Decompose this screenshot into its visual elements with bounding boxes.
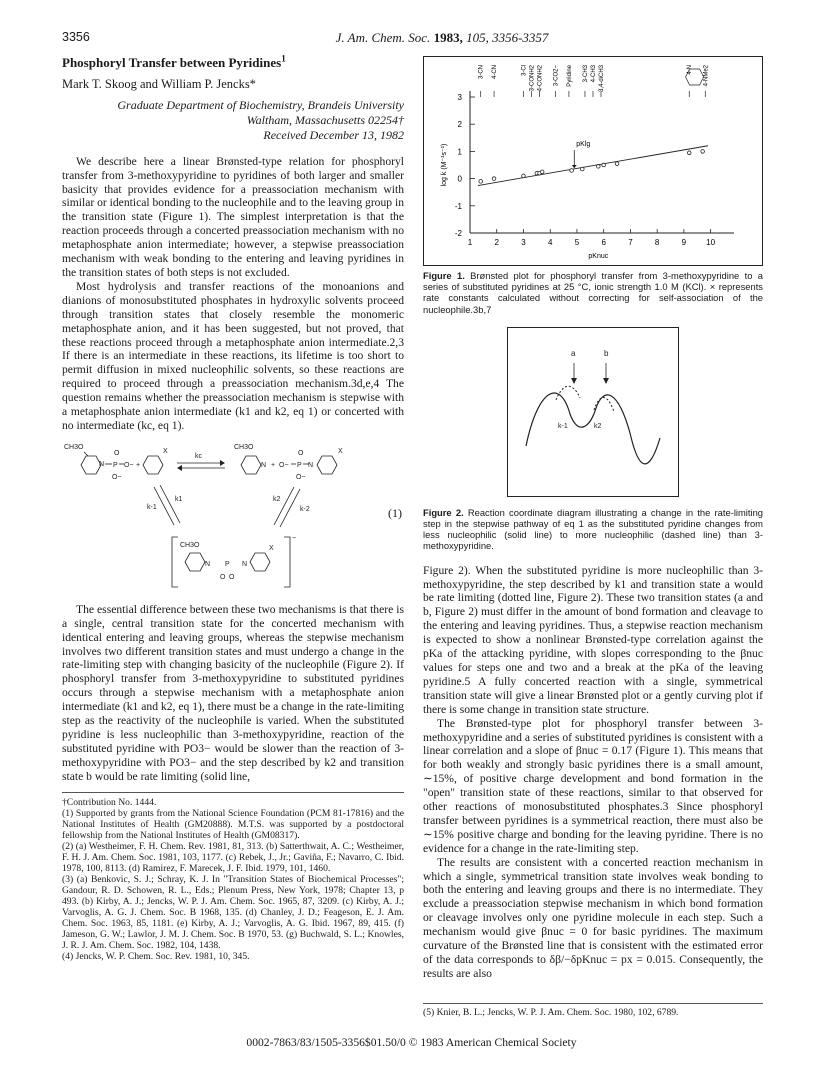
figure-2 — [507, 327, 679, 497]
k1-label: k1 — [175, 495, 183, 503]
y-tick-label: 0 — [457, 174, 462, 184]
o-minus-label: O− — [296, 473, 306, 481]
data-point — [701, 150, 705, 154]
substituent-label: 4-CH3 — [590, 65, 597, 83]
pyridine-ring — [686, 69, 704, 85]
o-label: O — [229, 573, 235, 581]
k-1-label: k-1 — [147, 503, 157, 511]
data-point — [540, 170, 544, 174]
substituent-label: Pyridine — [566, 65, 573, 87]
o-label: O — [220, 573, 226, 581]
substituent-label: 3-Cl — [521, 65, 528, 77]
bronsted-plot — [424, 57, 762, 265]
data-point — [597, 165, 601, 169]
data-point — [580, 167, 584, 171]
o-minus-label: O− — [279, 461, 289, 469]
substituent-label: 3-CO2− — [553, 65, 560, 87]
o-minus-label: O− — [112, 473, 122, 481]
caption-text: Brønsted plot for phosphoryl transfer from 3-methoxypyridine to a series of substituted pyridines at 25 °C, ionic strength 1.0 M (KCl). × represents rate constants calculated without correcting for self-association of the nucleophile.3b,7 — [423, 270, 763, 315]
footnote: (3) (a) Benkovic, S. J.; Schray, K. J. In "Transition States of Biochemical Processes"; Gandour, R. D. Schowen, R. L., Eds.; Plenum Press, New York, 1978; Chapter 13, p 493. (b) Kirby, A. J.; Jencks, W. P. J. Am. Chem. Soc. 1965, 87, 3209. (c) Kirby, A. J.; Varvoglis, A. G. J. Chem. Soc. B 1968, 135. (d) Chanley, J. D.; Feageson, E. J. Am. Chem. Soc. 1963, 85, 1181. (e) Kirby, A. J.; Varvoglis, A. G. Ibid. 1967, 89, 415. (f) Jameson, G. W.; Lawlor, J. M. J. Chem. Soc. B 1970, 53. (g) Buchwald, S. L.; Knowles, J. R. J. Am. Chem. Soc. 1982, 104, 1438. — [62, 873, 404, 951]
p-label: P — [225, 560, 230, 568]
x-substituent: X — [163, 447, 168, 455]
right-column — [423, 56, 763, 981]
n-plus-label: N — [99, 460, 105, 468]
x-tick-label: 6 — [601, 238, 606, 247]
x-tick-label: 7 — [628, 238, 633, 247]
n-label: N — [205, 560, 211, 568]
kc-label: kc — [195, 452, 202, 460]
x-tick-label: 4 — [547, 238, 553, 247]
ch3o-label: CH3O — [64, 443, 84, 451]
p-label: P — [113, 461, 118, 469]
ch3o-label: CH3O — [180, 541, 200, 549]
x-tick-label: 3 — [521, 238, 526, 247]
caption-label: Figure 1. — [423, 270, 465, 281]
p-label: P — [297, 461, 302, 469]
article-authors: Mark T. Skoog and William P. Jencks* — [62, 76, 256, 91]
label-k2: k2 — [594, 422, 602, 430]
x-tick-label: 5 — [574, 238, 580, 247]
figure-2-wrapper — [507, 327, 679, 497]
x-substituent: X — [269, 544, 274, 552]
data-point — [570, 169, 574, 173]
substituent-label: 3-CH3 — [582, 65, 589, 83]
n-label: N — [242, 560, 248, 568]
reaction-scheme-drawing — [62, 439, 404, 593]
n-label: N — [261, 461, 267, 469]
pyridine-ring — [241, 456, 261, 474]
x-tick-label: 2 — [494, 238, 499, 247]
o-minus-label: O− — [124, 461, 134, 469]
y-axis-label: log k (M⁻¹s⁻¹) — [441, 143, 448, 187]
data-point — [492, 177, 496, 181]
data-point — [615, 162, 619, 166]
paragraph: Figure 2). When the substituted pyridine is more nucleophilic than 3-methoxypyridine, the step described by k1 and transition state a would be rate limiting (dotted line, Figure 2). These two transition states (a and b, Figure 2) must differ in the amount of bond formation and cleavage to the entering and leaving pyridines. Thus, a stepwise reaction mechanism is expected to show a nonlinear Brønsted-type correlation against the pKa of the attacking pyridine, with slopes corresponding to the βnuc values for steps one and two and a break at the pKa of the leaving pyridine.5 A fully concerted reaction with a single, symmetrical transition state will give a linear Brønsted plot or a gently curving plot if there is some change in transition state structure. — [423, 563, 763, 716]
y-tick-label: 1 — [457, 147, 462, 157]
substituent-label: 4-NMe2 — [703, 65, 710, 87]
journal-year: 1983, — [433, 30, 463, 45]
pyridine-ring — [81, 456, 101, 474]
footnote: (2) (a) Westheimer, F. H. Chem. Rev. 1981, 81, 313. (b) Satterthwait, A. C.; Westheimer, F. H. J. Am. Chem. Soc. 1981, 103, 1177. (c) Rebek, J., Jr.; Gaviña, F.; Navarro, C. Ibid. 1978, 100, 8113. (d) Ramirez, F. Marecek, J. F. Ibid. 1979, 101, 1460. — [62, 840, 404, 874]
figure-2-caption — [423, 507, 763, 552]
journal-volume: 105, — [466, 30, 489, 45]
right-bracket — [284, 537, 290, 587]
arrow-head — [177, 465, 182, 471]
page-number: 3356 — [62, 30, 90, 44]
x-tick-label: 1 — [467, 238, 473, 247]
y-tick-label: -1 — [454, 201, 462, 211]
arrow-head — [220, 460, 225, 466]
title-footnote-mark: 1 — [281, 53, 286, 64]
substituent-label: 3-CONH2 — [529, 65, 536, 92]
o-label: O — [114, 449, 120, 457]
y-tick-label: 2 — [457, 120, 462, 130]
left-column — [62, 53, 404, 962]
paragraph: The results are consistent with a concerted reaction mechanism in which a single, symmetrical transition state involves weak bonding to both the entering and leaving groups and there is no intermediate. They exclude a preassociation stepwise mechanism in which bond formation or cleavage involves only one pyridine molecule in each step. Such a mechanism would give βnuc = 0 for basic pyridines. The maximum curvature of the Brønsted line that is consistent with the estimated error of the data corresponds to δβ/−δpKnuc = px = 0.015. Consequently, the results are also — [423, 855, 763, 980]
substituent-label: 3,4-diCH3 — [599, 65, 606, 93]
caption-label: Figure 2. — [423, 506, 464, 518]
article-title: Phosphoryl Transfer between Pyridines$^1$ — [62, 53, 286, 70]
charge-label: − — [292, 534, 297, 542]
figure-1-caption — [423, 270, 763, 315]
data-point — [522, 174, 526, 178]
y-tick-label: -2 — [454, 229, 462, 238]
label-k-1: k-1 — [558, 422, 568, 430]
footnotes — [62, 792, 404, 962]
ch3o-label: CH3O — [234, 443, 254, 451]
reaction-coordinate-diagram — [508, 328, 678, 496]
journal-citation — [62, 30, 822, 46]
data-point — [479, 180, 483, 184]
x-tick-label: 9 — [681, 238, 687, 247]
n-plus-label: N — [308, 461, 314, 469]
pklg-arrow-head — [572, 165, 577, 168]
pyridine-ring — [250, 553, 270, 571]
equation-1-scheme — [62, 439, 404, 593]
substituent-label: 3-CN — [478, 65, 485, 80]
k2-label: k2 — [273, 495, 281, 503]
left-bracket — [172, 537, 178, 587]
pklg-label: pKlg — [576, 140, 591, 148]
x-tick-label: 10 — [706, 238, 716, 247]
arrow-head-b — [603, 378, 609, 384]
substituent-label: 4-CN — [492, 65, 499, 80]
x-substituent: X — [338, 447, 343, 455]
data-point — [687, 151, 691, 155]
journal-pages: 3356-3357 — [492, 30, 549, 45]
right-footnote: (5) Knier, B. L.; Jencks, W. P. J. Am. Chem. Soc. 1980, 102, 6789. — [423, 1003, 763, 1018]
pyridine-ring — [185, 553, 205, 571]
paragraph: The Brønsted-type plot for phosphoryl transfer between 3-methoxypyridine and a series of substituted pyridines is consistent with a linear correlation and a slope of βnuc = 0.17 (Figure 1). This means that for both weakly and strongly basic pyridines there is a small amount, ∼15%, of positive charge development and bond formation in the "open" transition state of these reactions, similar to that observed for other reactions of monosubstituted phosphates.3 Since phosphoryl transfer between pyridines is a symmetrical reaction, there must also be ∼15% positive charge and bonding for the leaving pyridine. There is no evidence for a change in the rate-limiting step. — [423, 716, 763, 855]
paragraph: The essential difference between these two mechanisms is that there is a single, central transition state for the concerted mechanism with identical entering and leaving groups, whereas the stepwise mechanism involves two different transition states and must undergo a change in the rate-limiting step with changing basicity of the nucleophile (Figure 2). If phosphoryl transfer from 3-methoxypyridine to substituted pyridines occurs through a stepwise mechanism with a metaphosphate anion intermediate (k1 and k2, eq 1), there must be a change in the rate-limiting step as the reactivity of the nucleophile is varied. When the substituted pyridine is less nucleophilic than 3-methoxypyridine, reaction of the substituted pyridine with PO3− would be slower than the reaction of 3-methoxypyridine with PO3− and the step described by k2 and transition state b would be rate limiting (solid line, — [62, 602, 404, 783]
footnote: (1) Supported by grants from the National Science Foundation (PCM 81-17816) and the National Institutes of Health (GM20888). M.T.S. was supported by a postdoctoral fellowship from the National Institutes of Health (GM08317). — [62, 807, 404, 841]
solid-curve — [526, 393, 660, 464]
plus-label: + — [136, 461, 141, 469]
label-a: a — [571, 348, 576, 358]
arrow-head-a — [571, 378, 577, 384]
plus-label: + — [271, 461, 276, 469]
substituent-label: 4-CONH2 — [537, 65, 544, 92]
caption-text: Reaction coordinate diagram illustrating a change in the rate-limiting step in the stepwise pathway of eq 1 as the substituted pyridine changes from less nucleophilic (solid line) to more nucleophilic (dashed line) than 3-methoxypyridine. — [423, 506, 763, 552]
affiliation-line-1: Graduate Department of Biochemistry, Brandeis University — [117, 97, 404, 112]
y-tick-label: 3 — [457, 93, 462, 102]
journal-name: J. Am. Chem. Soc. — [335, 30, 431, 45]
figure-1 — [423, 56, 763, 266]
equation-number: (1) — [388, 505, 402, 520]
paragraph: Most hydrolysis and transfer reactions of the monoanions and dianions of monosubstituted phosphates in hydroxylic solvents proceed through transition states that closely resemble the monomeric metaphosphate anion, and it has been suggested, but not proved, that these reactions proceed through a metaphosphate anion intermediate.2,3 If there is an intermediate in these reactions, its lifetime is too short to permit diffusion in mixed nucleophilic solvents, so these reactions are required to proceed through a preassociation mechanism.3d,e,4 The question remains whether the preassociation mechanism is stepwise with a metaphosphate anion intermediate (k1 and k2, eq 1) or concerted with no intermediate (kc, eq 1). — [62, 279, 404, 432]
paragraph: We describe here a linear Brønsted-type relation for phosphoryl transfer from 3-methoxypyridine to pyridines of both larger and smaller basicity that provides evidence for a preassociation mechanism with similar or identical bonding to the nucleophile and to the leaving group in the transition state (Figure 1). The simplest interpretation is that the reaction proceeds through a concerted preassociation mechanism with no metaphosphate anion intermediate; however, a stepwise preassociation mechanism with weak bonding to the entering and leaving pyridines in the transition states of both steps is not excluded. — [62, 154, 404, 279]
dashed-curve — [556, 386, 614, 412]
footnote: †Contribution No. 1444. — [62, 796, 157, 808]
right-body-text — [423, 564, 763, 981]
affiliation-line-2: Waltham, Massachusetts 02254† — [246, 112, 404, 127]
pyridine-ring — [143, 456, 163, 474]
footnote: (4) Jencks, W. P. Chem. Soc. Rev. 1981, 10, 345. — [62, 950, 250, 962]
label-b: b — [604, 348, 609, 358]
bond — [84, 452, 88, 456]
received-date: Received December 13, 1982 — [263, 127, 404, 142]
data-point — [602, 163, 606, 167]
o-label: O — [298, 449, 304, 457]
running-header — [62, 30, 762, 50]
page-footer: 0002-7863/83/1505-3356$01.50/0 © 1983 American Chemical Society — [246, 1036, 577, 1049]
fit-line — [478, 146, 708, 186]
k-2-label: k-2 — [300, 505, 310, 513]
pyridine-ring — [317, 456, 337, 474]
substituent-label: 4-N — [687, 65, 694, 75]
x-axis-label: pKnuc — [588, 253, 609, 260]
x-tick-label: 8 — [654, 238, 660, 247]
